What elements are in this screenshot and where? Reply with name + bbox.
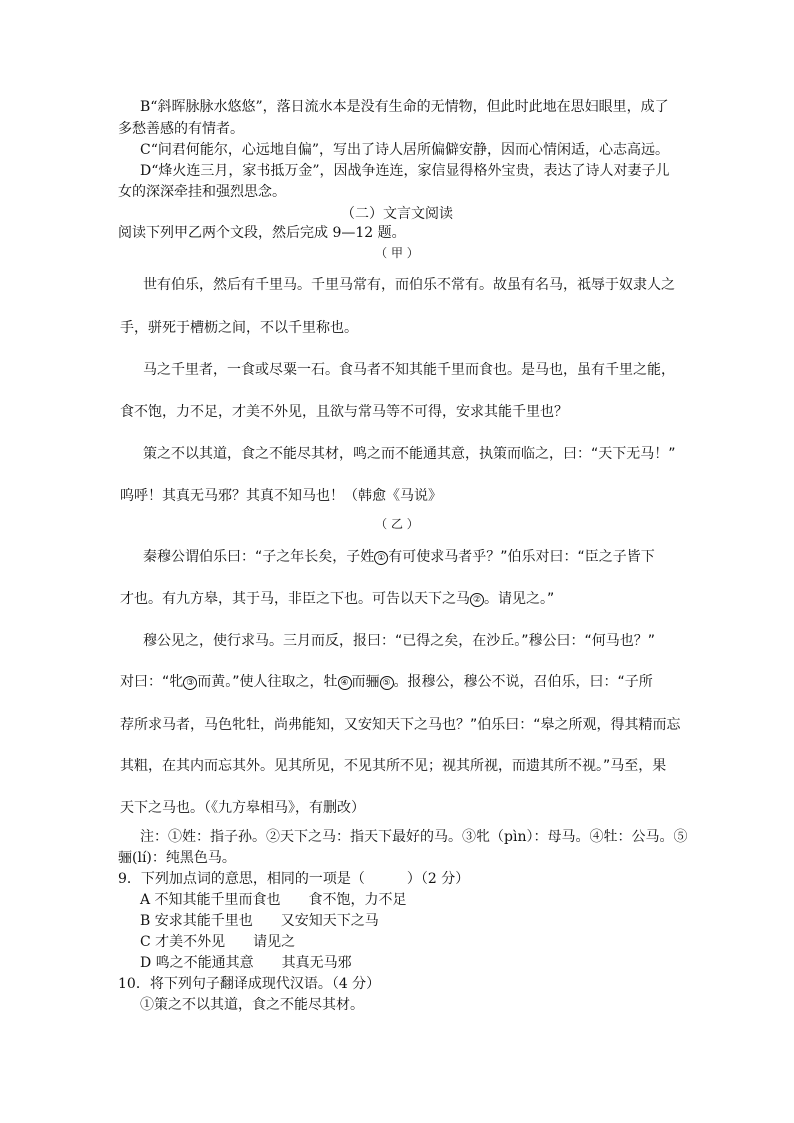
footnote-mark-1: ① — [374, 551, 388, 565]
passage-jia-label: （ 甲 ） — [375, 246, 419, 260]
yi-line-1 — [143, 548, 655, 566]
question-10-stem: 10．将下列句子翻译成现代汉语。（4 分） — [118, 976, 381, 992]
question-10-item-1: ①策之不以其道，食之不能尽其材。 — [140, 997, 364, 1013]
jia-line-2: 手，骈死于槽枥之间，不以千里称也。 — [120, 320, 358, 336]
jia-line-1: 世有伯乐，然后有千里马。千里马常有，而伯乐不常有。故虽有名马，祗辱于奴隶人之 — [143, 277, 675, 293]
footnote-mark-2: ② — [470, 593, 484, 607]
option-d-line2: 女的深深牵挂和强烈思念。 — [118, 184, 286, 200]
yi-line-4-part-d: 。报穆公，穆公不说，召伯乐，曰：“子所 — [393, 674, 653, 690]
yi-line-1-part-b: 有可使求马者乎？”伯乐对曰：“臣之子皆下 — [388, 549, 655, 565]
question-9-stem: 9．下列加点词的意思，相同的一项是（ ）（2 分） — [118, 871, 470, 887]
yi-line-7: 天下之马也。（《九方皋相马》，有删改） — [120, 800, 365, 816]
yi-line-2-part-b: 。请见之。” — [484, 591, 555, 607]
yi-line-5: 荐所求马者，马色牝牡，尚弗能知，又安知天下之马也？”伯乐曰：“皋之所观，得其精而忘 — [120, 717, 681, 733]
footnote-mark-3: ③ — [183, 676, 197, 690]
option-b-line2: 多愁善感的有情者。 — [118, 121, 244, 137]
passage-yi-label: （ 乙 ） — [375, 517, 419, 531]
jia-line-3: 马之千里者，一食或尽粟一石。食马者不知其能千里而食也。是马也，虽有千里之能， — [143, 362, 675, 378]
question-9-option-b: B 安求其能千里也 又安知天下之马 — [140, 913, 379, 929]
footnote-mark-5: ⑤ — [380, 676, 394, 690]
yi-line-1-part-a: 秦穆公谓伯乐曰：“子之年长矣，子姓 — [143, 549, 375, 565]
yi-line-4-part-c: 而骊 — [351, 674, 380, 690]
yi-line-2-part-a: 才也。有九方皋，其于马，非臣之下也。可告以天下之马 — [120, 591, 470, 607]
question-9-option-c: C 才美不外见 请见之 — [140, 934, 296, 950]
question-9-option-a: A 不知其能千里而食也 食不饱，力不足 — [140, 892, 407, 908]
yi-line-4-part-b: 而黄。”使人往取之，牡 — [197, 674, 338, 690]
question-9-option-d: D 鸣之不能通其意 其真无马邪 — [140, 955, 352, 971]
section-instruction: 阅读下列甲乙两个文段，然后完成 9—12 题。 — [118, 225, 406, 241]
option-b-line1: B“斜晖脉脉水悠悠”，落日流水本是没有生命的无情物，但此时此地在思妇眼里，成了 — [140, 99, 669, 115]
footnote-mark-4: ④ — [338, 676, 352, 690]
yi-line-4-part-a: 对曰：“牝 — [120, 674, 184, 690]
yi-line-4 — [120, 673, 653, 691]
notes-line-1: 注：①姓：指子孙。②天下之马：指天下最好的马。③牝（pìn）：母马。④牡：公马。⑤ — [140, 829, 688, 845]
yi-line-2 — [120, 590, 554, 608]
yi-line-3: 穆公见之，使行求马。三月而反，报曰：“已得之矣，在沙丘。”穆公曰：“何马也？” — [143, 633, 656, 649]
option-c-line1: C“问君何能尔，心远地自偏”，写出了诗人居所偏僻安静，因而心情闲适，心志高远。 — [140, 142, 670, 158]
jia-line-5: 策之不以其道，食之不能尽其材，鸣之而不能通其意，执策而临之，曰：“天下无马！” — [143, 446, 676, 462]
jia-line-4: 食不饱，力不足，才美不外见，且欲与常马等不可得，安求其能千里也？ — [120, 404, 568, 420]
jia-line-6: 呜呼！其真无马邪？其真不知马也！（韩愈《马说》 — [120, 488, 442, 504]
section-title: （二）文言文阅读 — [341, 206, 453, 222]
option-d-line1: D“烽火连三月，家书抵万金”，因战争连连，家信显得格外宝贵，表达了诗人对妻子儿 — [140, 163, 670, 179]
yi-line-6: 其粗，在其内而忘其外。见其所见，不见其所不见；视其所视，而遗其所不视。”马至，果 — [120, 758, 667, 774]
notes-line-2: 骊(lí)：纯黑色马。 — [118, 850, 236, 866]
